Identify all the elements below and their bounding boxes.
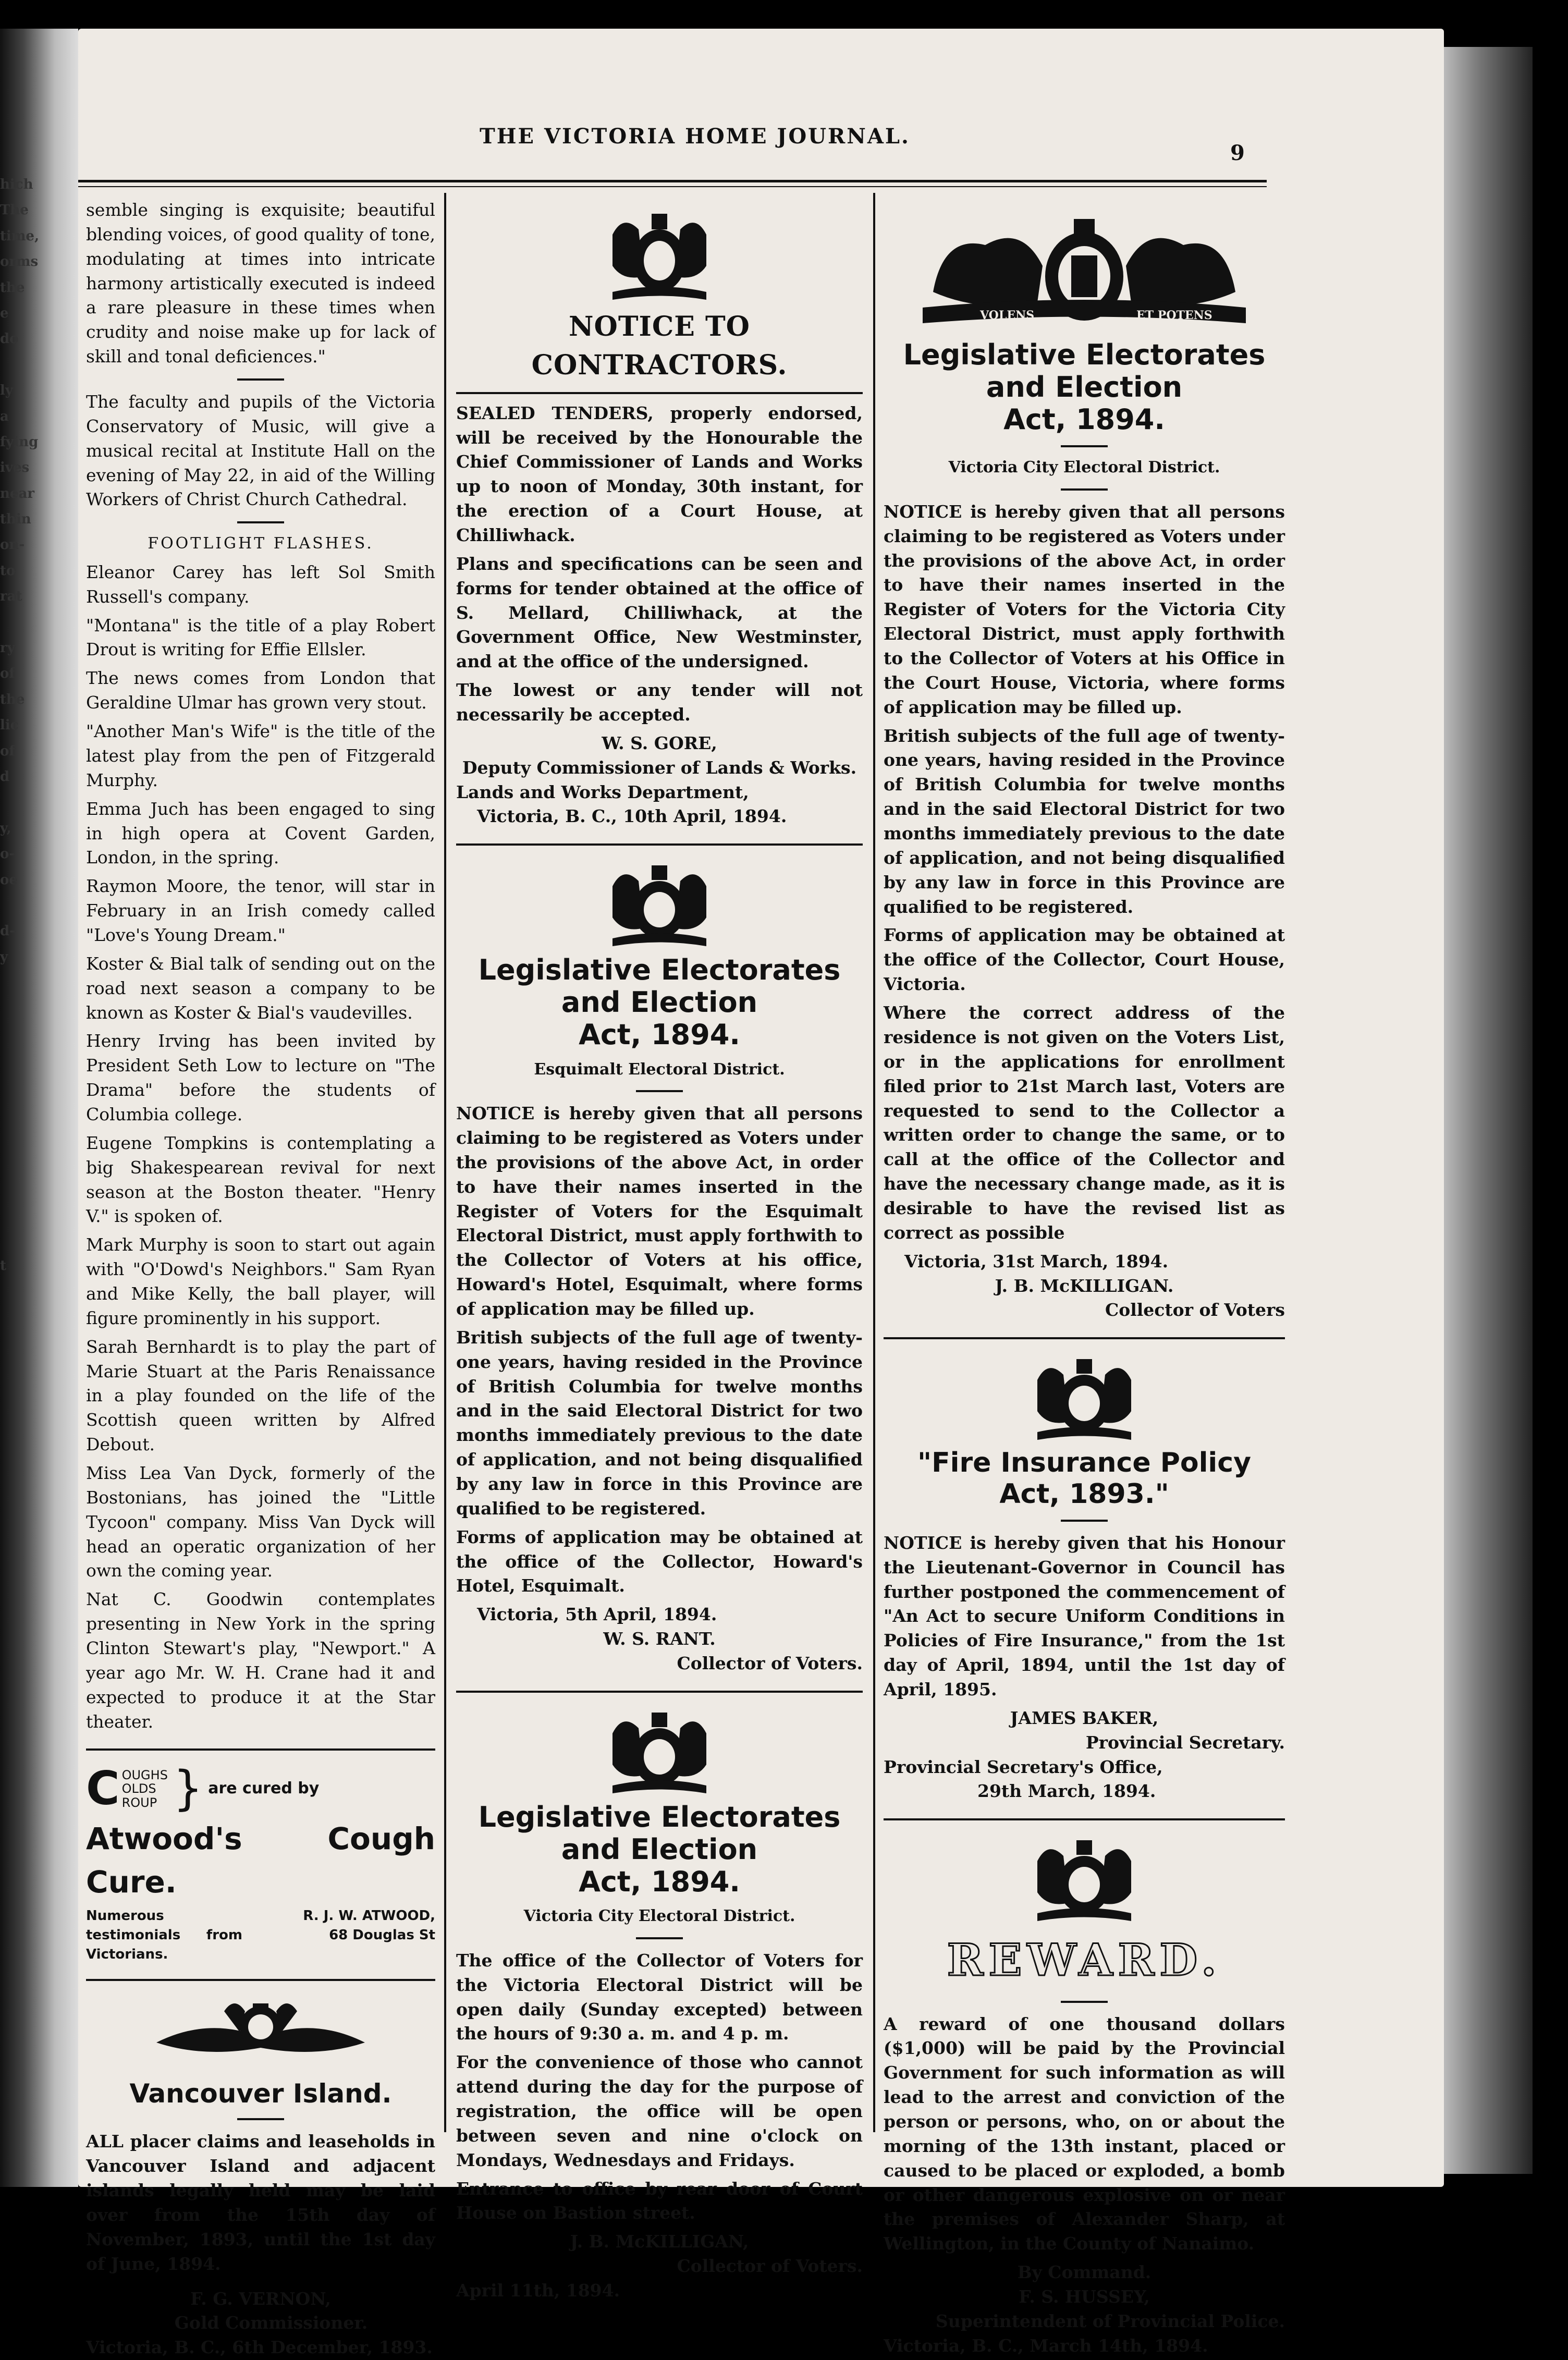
victoria-office-p2: For the convenience of those who cannot attend during the day for the purpose of registration, the office will be open between seven and nine o'clock on Mondays, Wednesdays and Fridays. — [456, 2052, 863, 2170]
stub-word: time, — [0, 228, 39, 244]
contractors-p2: Plans and specifications can be seen and forms for tender obtained at the office of S. Mellard, Chilliwhack, at the Government Office, New Westminster, and at the office of the undersigned. — [456, 553, 863, 672]
royal-arms-icon — [602, 1707, 717, 1796]
separator — [636, 1090, 683, 1092]
victoria-office-p1: The office of the Collector of Voters for the Victoria Electoral District will be open daily (Sunday excepted) between the hours of 9:30 a. m. and 4 p. m. — [456, 1950, 863, 2044]
footlight-flash-item: Raymon Moore, the tenor, will star in February in an Irish comedy called "Love's Young Dream." — [86, 876, 435, 945]
esquimalt-p3: Forms of application may be obtained at the office of the Collector, Howard's Hotel, Esquimalt. — [456, 1526, 863, 1596]
contractors-signer: W. S. GORE, — [602, 732, 717, 753]
stub-word: near — [0, 485, 34, 502]
stub-word: d- — [0, 923, 15, 939]
reward-dateline: Victoria, B. C., March 14th, 1894. — [884, 2335, 1208, 2356]
reward-title: Superintendent of Provincial Police. — [935, 2310, 1285, 2331]
footlight-flash-item: Sarah Bernhardt is to play the part of Marie Stuart at the Paris Renaissance in a play founded on the life of the Scottish queen written by Alfred Debout. — [86, 1336, 435, 1455]
victoria-office-heading-2: Act, 1894. — [579, 1865, 740, 1899]
stub-word — [0, 790, 21, 815]
stub-word: d — [0, 768, 10, 785]
victoria-notice-dateline: Victoria, 31st March, 1894. — [904, 1251, 1169, 1271]
reward-signer: F. S. HUSSEY, — [1019, 2286, 1150, 2307]
esquimalt-dateline: Victoria, 5th April, 1894. — [477, 1604, 717, 1625]
separator — [636, 1937, 683, 1939]
crest-motto-right: ET POTENS — [1136, 309, 1212, 322]
victoria-notice-p1: NOTICE is hereby given that all persons claiming to be registered as Voters under the provisions of the above Act, in order to have their names inserted in the Register of Voters for the Victoria City Electoral District, must apply forthwith to the Collector of Voters at his Office in the Court House, Victoria, where forms of application may be filled up. — [884, 501, 1285, 717]
royal-arms-icon — [602, 203, 717, 302]
page-number: 9 — [1230, 141, 1245, 165]
column-rule-2 — [873, 193, 875, 2132]
contractors-p1: SEALED TENDERS, properly endorsed, will be received by the Honourable the Chief Commissioner of Lands and Works up to noon of Monday, 30th instant, for the erection of a Court House, at Chilliwhack. — [456, 402, 863, 545]
fire-signer: JAMES BAKER, — [1010, 1707, 1159, 1728]
vancouver-dateline: Victoria, B. C., 6th December, 1893. — [86, 2337, 433, 2358]
fire-p1: NOTICE is hereby given that his Honour the Lieutenant-Governor in Council has further postponed the commencement of "An Act to secure Uniform Conditions in Policies of Fire Insurance," from the 1st day of April, 1894, until the 1st day of April, 1895. — [884, 1532, 1285, 1699]
stub-word: y, — [0, 820, 11, 836]
esquimalt-p1: NOTICE is hereby given that all persons claiming to be registered as Voters under the provisions of the above Act, in order to have their names inserted in the Register of Voters for the Esquimalt Electoral District, must apply forthwith to the Collector of Voters at his office, Howard's Hotel, Esquimalt, where forms of application may be filled up. — [456, 1103, 863, 1319]
royal-arms-icon — [1027, 1354, 1142, 1442]
coat-of-arms-icon — [146, 1996, 375, 2063]
esquimalt-district: Esquimalt Electoral District. — [534, 1060, 785, 1079]
fire-dateline: 29th March, 1894. — [977, 1781, 1156, 1802]
cough-ad-word-2: OLDS — [121, 1781, 156, 1796]
stub-word: fying — [0, 434, 39, 450]
contractors-heading: NOTICE TO CONTRACTORS. — [531, 311, 788, 381]
british-columbia-arms-icon — [902, 203, 1267, 334]
esquimalt-heading-1: Legislative Electorates and Election — [478, 953, 841, 1019]
stub-word — [0, 1022, 21, 1047]
esquimalt-signer: W. S. RANT. — [603, 1629, 716, 1649]
separator — [1061, 1520, 1108, 1522]
reward-p1: A reward of one thousand dollars ($1,000) will be paid by the Provincial Government for such information as will lead to the arrest and conviction of the person or persons, who, on or about the morning of the 13th instant, placed or caused to be placed or exploded, a bomb or other dangerous explosive on or near the premises of Alexander Sharp, at Wellington, in the County of Nanaimo. — [884, 2013, 1285, 2254]
separator — [86, 1748, 435, 1751]
footlight-flash-item: Mark Murphy is soon to start out again with "O'Dowd's Neighbors." Sam Ryan and Mike Kelly, the ball player, will figure prominently in his support. — [86, 1234, 435, 1328]
stub-word: ives — [0, 460, 30, 476]
crest-motto-left: VOLENS — [980, 309, 1035, 322]
footlight-flash-item: Koster & Bial talk of sending out on the road next season a company to be known as Koster & Bial's vaudevilles. — [86, 953, 435, 1023]
victoria-notice-district: Victoria City Electoral District. — [948, 458, 1220, 477]
esquimalt-heading-2: Act, 1894. — [579, 1018, 740, 1051]
royal-arms-icon — [1027, 1835, 1142, 1924]
vancouver-body: ALL placer claims and leaseholds in Vancouver Island and adjacent islands legally held may be laid over from the 15th day of November, 1893, until the 1st day of June, 1894. — [86, 2131, 435, 2274]
vancouver-heading: Vancouver Island. — [129, 2078, 392, 2109]
footlight-flash-item: "Another Man's Wife" is the title of the latest play from the pen of Fitzgerald Murphy. — [86, 721, 435, 790]
stub-word — [0, 352, 21, 378]
footlight-flash-item: Emma Juch has been engaged to sing in high opera at Covent Garden, London, in the spring. — [86, 798, 435, 868]
separator — [884, 1818, 1285, 1820]
victoria-office-district: Victoria City Electoral District. — [523, 1907, 795, 1926]
stub-word: thin — [0, 511, 31, 528]
masthead: THE VICTORIA HOME JOURNAL. — [480, 124, 910, 149]
footlight-flash-item: Eleanor Carey has left Sol Smith Russell's company. — [86, 561, 435, 607]
stub-word: t — [0, 1258, 7, 1274]
column-1 — [86, 198, 435, 2360]
esquimalt-p2: British subjects of the full age of twenty-one years, having resided in the Province of British Columbia for twelve months and in the said Electoral District for two months immediately previous to the date of application, and not being disqualified by any law in force in this Province are qualified to be registered. — [456, 1327, 863, 1519]
stub-word — [0, 1099, 21, 1124]
footlight-heading: FOOTLIGHT FLASHES. — [148, 534, 374, 553]
right-book-edge — [1444, 47, 1533, 2174]
stub-word: oe — [0, 872, 18, 888]
stub-word: ly a — [0, 383, 13, 424]
stub-word — [0, 1228, 21, 1253]
footlight-flashes-list — [86, 560, 435, 1734]
stub-word: ry — [0, 640, 15, 656]
victoria-office-p3: Entrance to office by rear door of Court House on Bastion street. — [456, 2178, 863, 2223]
stub-word: lic — [0, 717, 19, 733]
stub-word — [0, 1202, 21, 1228]
cough-ad-big-c: C — [86, 1762, 120, 1816]
fire-heading: "Fire Insurance Policy Act, 1893." — [917, 1447, 1251, 1510]
separator — [456, 843, 863, 846]
victoria-notice-heading-1: Legislative Electorates and Election — [903, 338, 1266, 404]
stub-word: The — [0, 202, 29, 218]
fire-office: Provincial Secretary's Office, — [884, 1756, 1163, 1777]
cough-ad-product: Atwood's Cough Cure. — [86, 1821, 435, 1900]
cough-cure-ad — [86, 1761, 435, 1964]
stub-word — [0, 610, 21, 635]
stub-word — [0, 893, 21, 919]
esquimalt-title: Collector of Voters. — [677, 1653, 863, 1674]
separator — [456, 1691, 863, 1693]
victoria-office-dateline: April 11th, 1894. — [456, 2280, 620, 2301]
victoria-notice-p2: British subjects of the full age of twenty-one years, having resided in the Province of British Columbia for twelve months and in the said Electoral District for two months immediately previous to the date of application, and not being disqualified by any law in force in this Province are qualified to be registered. — [884, 725, 1285, 917]
footlight-flash-item: The news comes from London that Geraldine Ulmar has grown very stout. — [86, 668, 435, 713]
separator — [1061, 445, 1108, 447]
vancouver-signer: F. G. VERNON, — [190, 2288, 331, 2309]
separator — [1061, 2001, 1108, 2003]
fire-title: Provincial Secretary. — [1085, 1732, 1285, 1753]
stub-word: the — [0, 279, 25, 296]
footlight-flash-item: "Montana" is the title of a play Robert Drout is writing for Effie Ellsler. — [86, 615, 435, 660]
header-rule — [78, 180, 1267, 182]
contractors-p3: The lowest or any tender will not necessarily be accepted. — [456, 680, 863, 725]
footlight-flash-item: Nat C. Goodwin contemplates presenting in New York in the spring Clinton Stewart's play, "Newport." A year ago Mr. W. H. Crane had it and expected to produce it at the Star theater. — [86, 1589, 435, 1732]
stub-word: y — [0, 949, 8, 965]
contractors-title2: Lands and Works Department, — [456, 781, 749, 802]
separator — [884, 1337, 1285, 1339]
victoria-office-heading-1: Legislative Electorates and Election — [478, 1800, 841, 1866]
footlight-flash-item: Eugene Tompkins is contemplating a big Shakespearean revival for next season at the Boston theater. "Henry V." is spoken of. — [86, 1132, 435, 1227]
column-3 — [884, 198, 1285, 2358]
footlight-flash-item: Henry Irving has been invited by President Seth Low to lecture on "The Drama" before the students of Columbia college. — [86, 1031, 435, 1124]
separator — [237, 521, 284, 523]
separator — [86, 1979, 435, 1981]
stub-word — [0, 1151, 21, 1176]
stub-word: of — [0, 743, 15, 759]
victoria-notice-p4: Where the correct address of the residence is not given on the Voters List, or in the applications for enrollment filed prior to 21st March last, Voters are requested to send to the Collector a written order to change the same, or to call at the office of the Collector and have the necessary change made, as it is desirable to have the revised list as correct as possible — [884, 1002, 1285, 1243]
cough-ad-word-3: ROUP — [121, 1795, 157, 1810]
separator — [237, 378, 284, 381]
stub-word: rat — [0, 589, 22, 605]
contractors-title1: Deputy Commissioner of Lands & Works. — [462, 757, 857, 778]
brace-icon: } — [173, 1761, 203, 1816]
separator — [456, 392, 863, 394]
vancouver-title: Gold Commissioner. — [174, 2313, 368, 2333]
royal-arms-icon — [602, 860, 717, 949]
victoria-notice-p3: Forms of application may be obtained at the office of the Collector, Court House, Victoria. — [884, 925, 1285, 995]
victoria-office-signer: J. B. McKILLIGAN, — [570, 2231, 749, 2252]
stub-word: on- — [0, 537, 25, 553]
victoria-notice-signer: J. B. McKILLIGAN. — [995, 1275, 1174, 1296]
stub-word: o- — [0, 846, 15, 862]
stub-word — [0, 1176, 21, 1202]
separator — [237, 2118, 284, 2120]
cough-ad-address: 68 Douglas St — [329, 1927, 435, 1943]
victoria-notice-heading-2: Act, 1894. — [1003, 403, 1165, 436]
reward-heading: REWARD. — [947, 1934, 1222, 1986]
header-rule-thin — [78, 186, 1267, 187]
column-rule-1 — [444, 193, 446, 2132]
adjacent-page-fragment — [0, 172, 39, 1279]
column-2 — [456, 198, 863, 2303]
contractors-dateline: Victoria, B. C., 10th April, 1894. — [477, 806, 787, 827]
chorus-review-paragraph: semble singing is exquisite; beautiful blending voices, of good quality of tone, modulating at times into intricate harmony artistically executed is indeed a rare pleasure in these times when crudity and noise make up for lack of skill and tonal deficiences." — [86, 200, 435, 367]
stub-word: hich — [0, 177, 33, 192]
cough-ad-testimonials: Numerous testimonials from Victorians. — [86, 1908, 242, 1962]
victoria-notice-title: Collector of Voters — [1105, 1300, 1285, 1320]
victoria-office-title: Collector of Voters. — [677, 2256, 863, 2277]
separator — [1061, 488, 1108, 491]
stub-word — [0, 1073, 21, 1099]
stub-word — [0, 1124, 21, 1150]
reward-command: By Command. — [1017, 2262, 1152, 2283]
footlight-flash-item: Miss Lea Van Dyck, formerly of the Bostonians, has joined the "Little Tycoon" company. Miss Van Dyck will head an operatic organization of her own the coming year. — [86, 1462, 435, 1581]
stub-word: to — [0, 563, 16, 579]
stub-word — [0, 1047, 21, 1073]
stub-word — [0, 970, 21, 996]
cough-ad-word-1: OUGHS — [121, 1767, 168, 1782]
cough-ad-maker: R. J. W. ATWOOD, — [303, 1908, 435, 1924]
stub-word: of — [0, 666, 15, 682]
stub-word: the — [0, 691, 25, 707]
stub-word: orms — [0, 254, 39, 270]
conservatory-paragraph: The faculty and pupils of the Victoria Conservatory of Music, will give a musical recital at Institute Hall on the evening of May 22, in aid of the Willing Workers of Christ Church Cathedral. — [86, 392, 435, 510]
stub-word: e do — [0, 305, 19, 347]
cough-ad-cured: are cured by — [208, 1779, 320, 1798]
stub-word — [0, 996, 21, 1022]
